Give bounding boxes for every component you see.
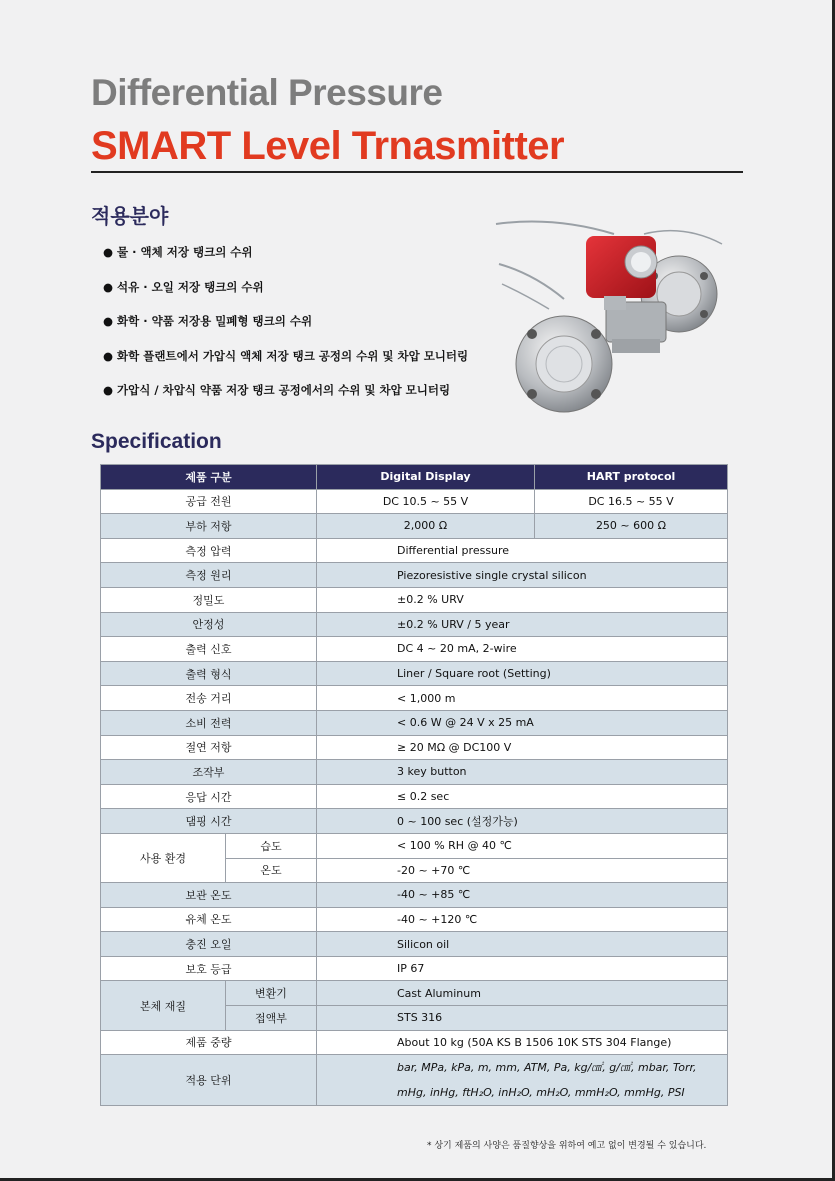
table-header-row — [101, 465, 728, 490]
header-category: 제품 구분 — [101, 465, 317, 490]
row-value: Silicon oil — [317, 932, 728, 957]
list-item — [103, 244, 468, 279]
row-value: -40 ~ +85 ℃ — [317, 883, 728, 908]
row-label: 제품 중량 — [101, 1030, 317, 1055]
row-label: 부하 저항 — [101, 514, 317, 539]
row-value: 3 key button — [317, 760, 728, 785]
table-row — [101, 587, 728, 612]
list-item — [103, 313, 468, 348]
row-value-hart: 250 ~ 600 Ω — [535, 514, 728, 539]
table-row — [101, 956, 728, 981]
row-label: 적용 단위 — [101, 1055, 317, 1106]
table-row — [101, 563, 728, 588]
converter-value: Cast Aluminum — [317, 981, 728, 1006]
footnote: * 상기 제품의 사양은 품질향상을 위하여 예고 없이 변경될 수 있습니다. — [427, 1141, 707, 1151]
row-value: About 10 kg (50A KS B 1506 10K STS 304 Flange) — [317, 1030, 728, 1055]
table-row — [101, 489, 728, 514]
converter-label: 변환기 — [226, 981, 317, 1006]
bullet-icon: ● — [103, 245, 114, 259]
row-value-digital: DC 10.5 ~ 55 V — [317, 489, 535, 514]
table-row — [101, 760, 728, 785]
row-label: 공급 전원 — [101, 489, 317, 514]
list-item — [103, 279, 468, 314]
wetted-part-label: 접액부 — [226, 1006, 317, 1031]
row-label: 출력 형식 — [101, 661, 317, 686]
row-value-hart: DC 16.5 ~ 55 V — [535, 489, 728, 514]
row-label: 응답 시간 — [101, 784, 317, 809]
table-row — [101, 686, 728, 711]
list-item-text: 가압식 / 차압식 약품 저장 탱크 공정에서의 수위 및 차압 모니터링 — [117, 383, 451, 397]
row-label: 댐핑 시간 — [101, 809, 317, 834]
row-value: Differential pressure — [317, 538, 728, 563]
title-line-2: SMART Level Trnasmitter — [91, 124, 565, 168]
table-row — [101, 784, 728, 809]
transmitter-product-image — [494, 214, 724, 424]
row-value: < 0.6 W @ 24 V x 25 mA — [317, 710, 728, 735]
specification-heading: Specification — [91, 430, 222, 453]
humidity-value: < 100 % RH @ 40 ℃ — [317, 833, 728, 858]
header-digital-display: Digital Display — [317, 465, 535, 490]
list-item-text: 화학 · 약품 저장용 밀폐형 탱크의 수위 — [117, 314, 313, 328]
table-row — [101, 932, 728, 957]
table-row — [101, 514, 728, 539]
table-row — [101, 883, 728, 908]
row-value: IP 67 — [317, 956, 728, 981]
row-label: 충진 오일 — [101, 932, 317, 957]
bullet-icon: ● — [103, 314, 114, 328]
bullet-icon: ● — [103, 348, 114, 363]
units-value — [317, 1055, 728, 1106]
row-label: 보관 온도 — [101, 883, 317, 908]
table-row — [101, 1055, 728, 1106]
table-row — [101, 538, 728, 563]
specification-table — [100, 464, 728, 1106]
row-label: 소비 전력 — [101, 710, 317, 735]
applications-list — [103, 244, 468, 417]
row-label: 출력 신호 — [101, 637, 317, 662]
units-line-1: bar, MPa, kPa, m, mm, ATM, Pa, kg/㎠, g/㎠, mbar, Torr, — [397, 1061, 697, 1075]
row-label: 정밀도 — [101, 587, 317, 612]
table-row — [101, 907, 728, 932]
temperature-value: -20 ~ +70 ℃ — [317, 858, 728, 883]
list-item — [103, 348, 468, 383]
title-line-1: Differential Pressure — [91, 72, 443, 113]
material-label: 본체 재질 — [101, 981, 226, 1030]
bullet-icon: ● — [103, 279, 114, 294]
row-label: 측정 압력 — [101, 538, 317, 563]
wetted-part-value: STS 316 — [317, 1006, 728, 1031]
table-row — [101, 637, 728, 662]
list-item-text: 물 · 액체 저장 탱크의 수위 — [117, 245, 253, 259]
table-row — [101, 981, 728, 1006]
table-row — [101, 710, 728, 735]
row-label: 안정성 — [101, 612, 317, 637]
list-item — [103, 382, 468, 417]
row-value: Piezoresistive single crystal silicon — [317, 563, 728, 588]
table-row — [101, 735, 728, 760]
units-line-2: mHg, inHg, ftH₂O, inH₂O, mH₂O, mmH₂O, mmHg, PSI — [397, 1086, 685, 1100]
row-value: < 1,000 m — [317, 686, 728, 711]
row-label: 보호 등급 — [101, 956, 317, 981]
header-hart-protocol: HART protocol — [535, 465, 728, 490]
table-row — [101, 612, 728, 637]
table-row — [101, 661, 728, 686]
humidity-label: 습도 — [226, 833, 317, 858]
row-label: 유체 온도 — [101, 907, 317, 932]
applications-heading: 적용분야 — [91, 204, 169, 228]
row-value: ±0.2 % URV — [317, 587, 728, 612]
row-label: 전송 거리 — [101, 686, 317, 711]
list-item-text: 석유 · 오일 저장 탱크의 수위 — [117, 279, 264, 294]
row-value: ±0.2 % URV / 5 year — [317, 612, 728, 637]
temperature-label: 온도 — [226, 858, 317, 883]
row-value: -40 ~ +120 ℃ — [317, 907, 728, 932]
environment-label: 사용 환경 — [101, 833, 226, 882]
list-item-text: 화학 플랜트에서 가압식 액체 저장 탱크 공정의 수위 및 차압 모니터링 — [117, 348, 469, 363]
row-label: 절연 저항 — [101, 735, 317, 760]
table-row — [101, 1030, 728, 1055]
title-divider — [91, 171, 743, 173]
table-row — [101, 833, 728, 858]
row-value-digital: 2,000 Ω — [317, 514, 535, 539]
bullet-icon: ● — [103, 383, 114, 397]
row-label: 측정 원리 — [101, 563, 317, 588]
row-value: 0 ~ 100 sec (설정가능) — [317, 809, 728, 834]
row-value: ≥ 20 MΩ @ DC100 V — [317, 735, 728, 760]
row-label: 조작부 — [101, 760, 317, 785]
row-value: DC 4 ~ 20 mA, 2-wire — [317, 637, 728, 662]
row-value: Liner / Square root (Setting) — [317, 661, 728, 686]
table-row — [101, 809, 728, 834]
row-value: ≤ 0.2 sec — [317, 784, 728, 809]
